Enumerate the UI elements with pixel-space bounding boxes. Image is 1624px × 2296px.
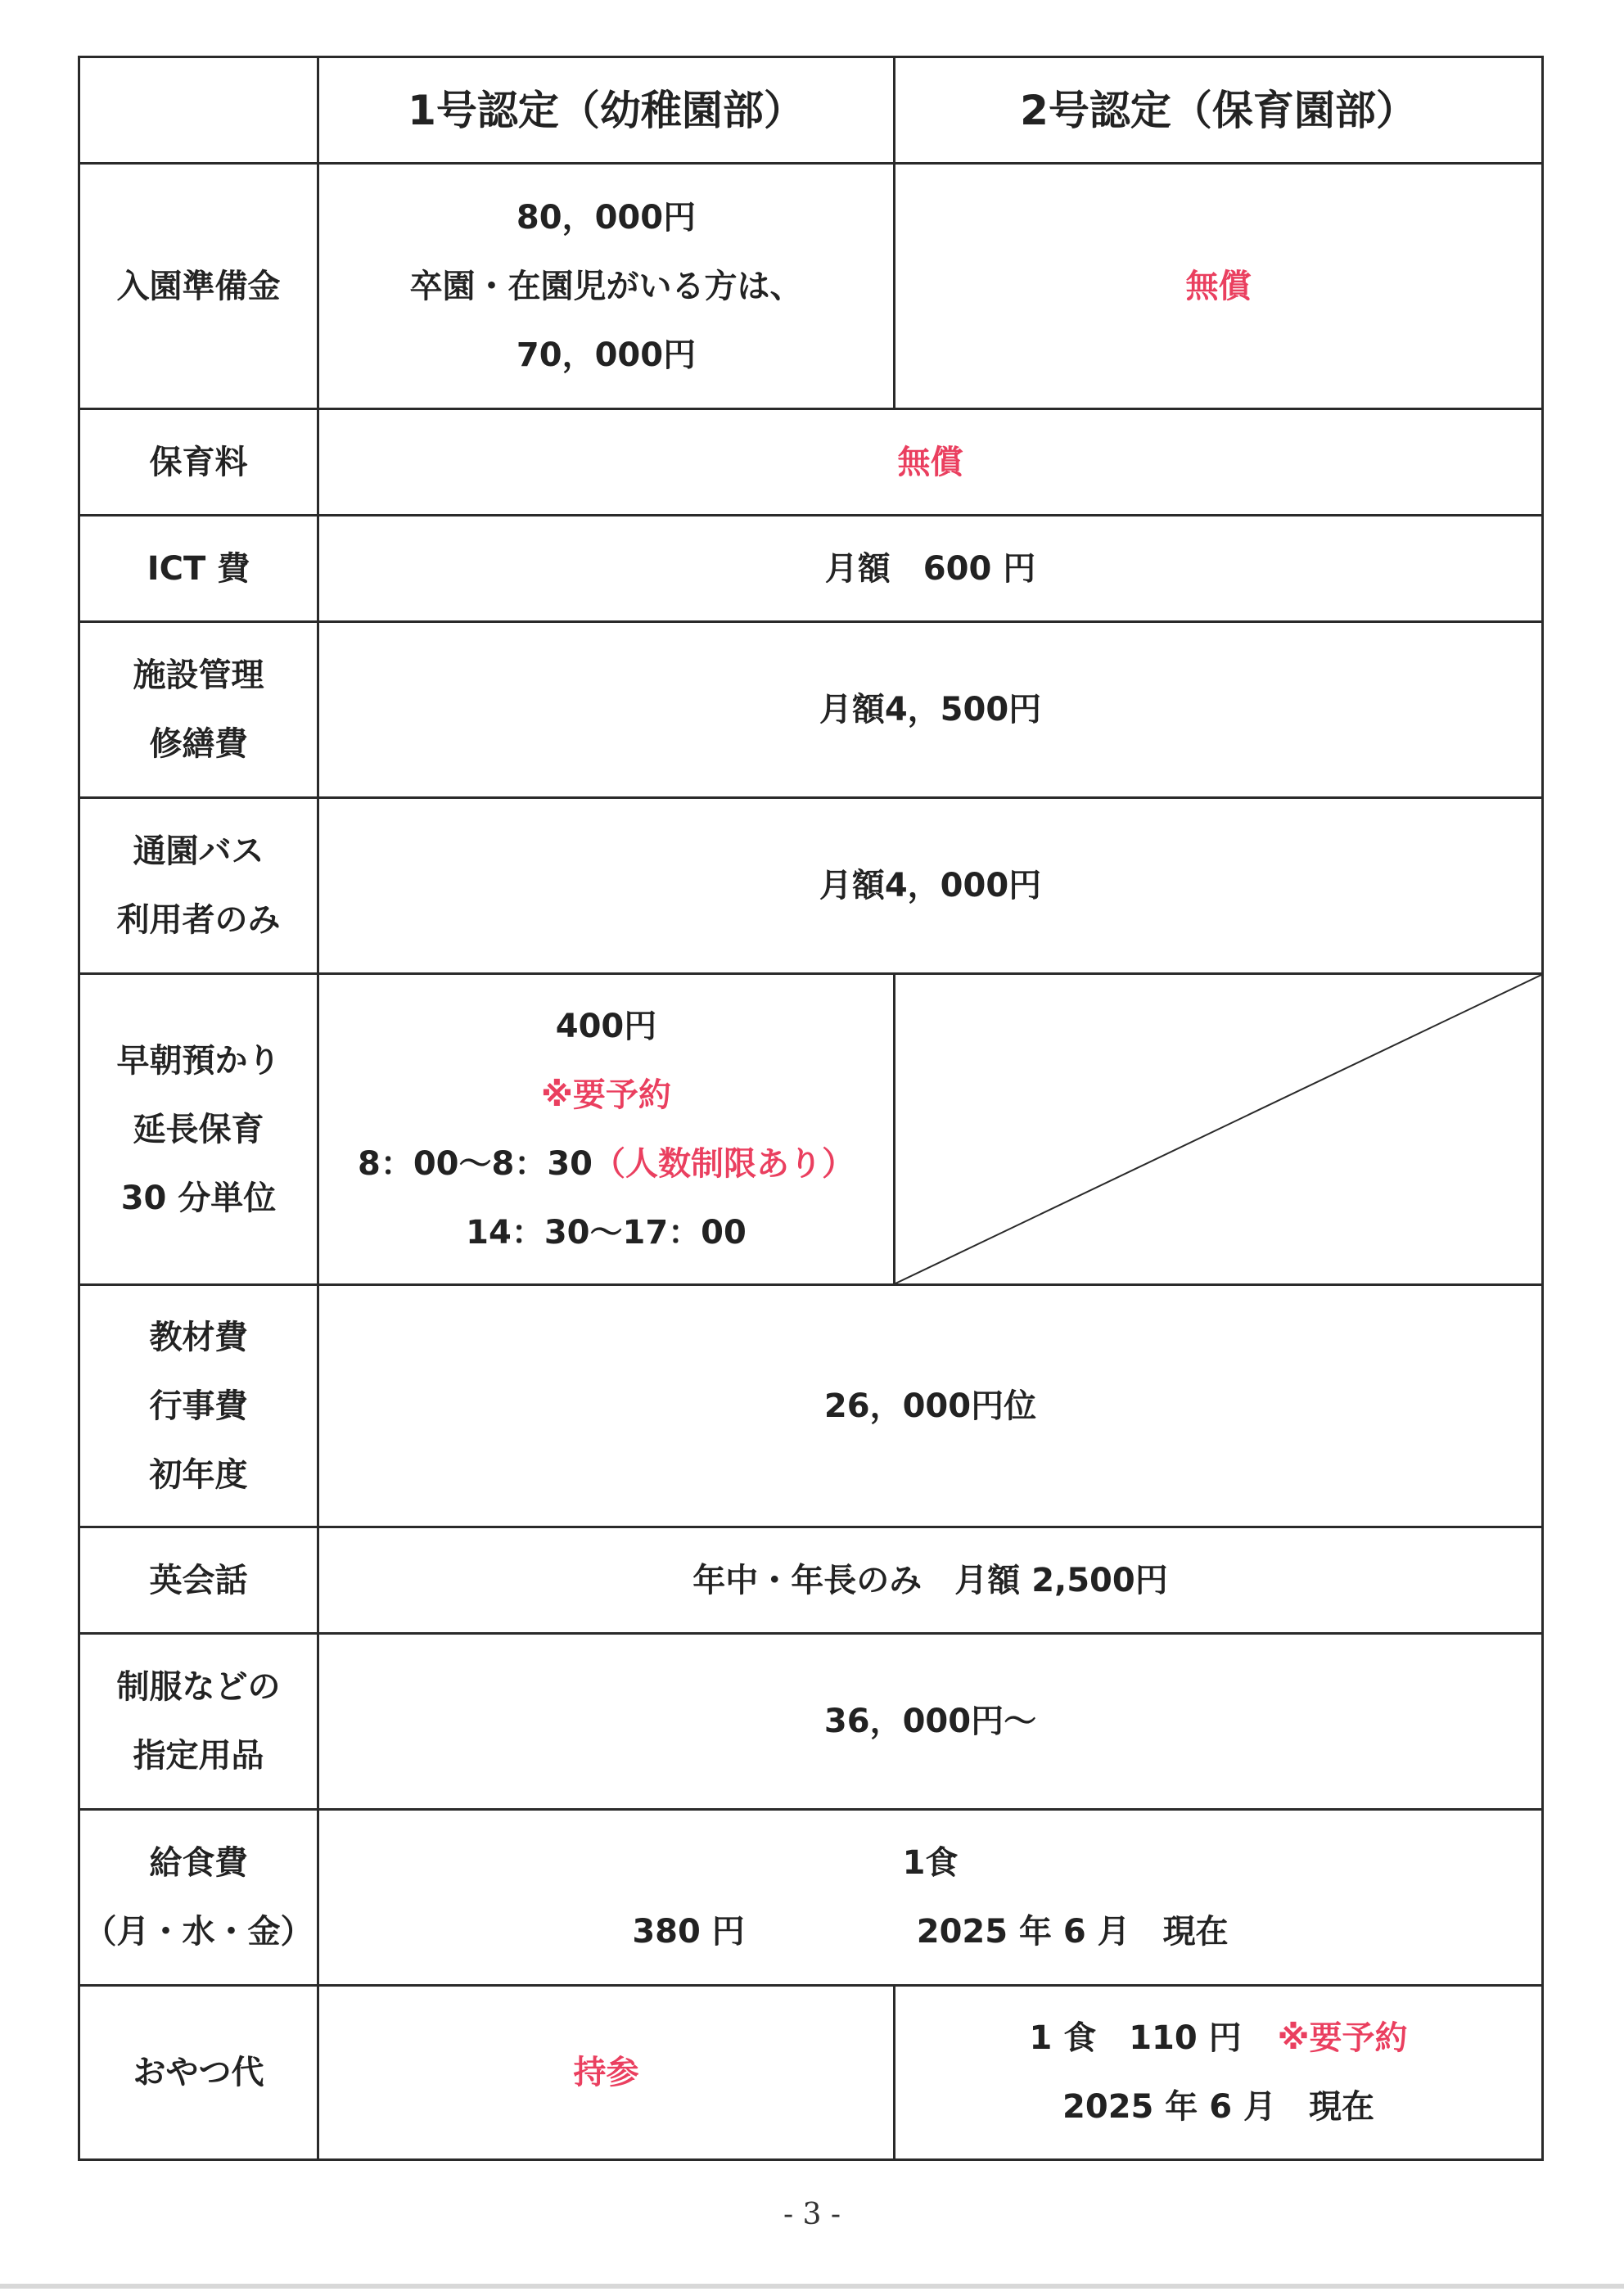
- extended-kindergarten: [318, 974, 895, 1285]
- extended-limit-note: （人数制限あり）: [593, 1144, 855, 1183]
- label-english: 英会話: [79, 1527, 318, 1634]
- label-uniform-line1: 制服などの: [116, 1668, 281, 1706]
- header-row: [79, 57, 1543, 164]
- row-uniform: [79, 1634, 1543, 1810]
- facility-fee: 月額4，500円: [318, 622, 1543, 798]
- extended-afternoon-time: 14：30～17：00: [466, 1213, 747, 1252]
- admission-kindergarten: [318, 164, 895, 409]
- lunch-price: 380 円: [632, 1913, 745, 1951]
- ict-fee: 月額 600 円: [318, 516, 1543, 622]
- childcare-free: 無償: [318, 409, 1543, 516]
- row-childcare: [79, 409, 1543, 516]
- row-bus: [79, 798, 1543, 974]
- row-lunch: [79, 1810, 1543, 1986]
- english-fee: 年中・年長のみ 月額 2,500円: [318, 1527, 1543, 1634]
- label-facility: [79, 622, 318, 798]
- bus-fee: 月額4，000円: [318, 798, 1543, 974]
- lunch-price-line: [319, 1897, 1541, 1966]
- row-ict: [79, 516, 1543, 622]
- scan-edge-line: [0, 2284, 1624, 2289]
- label-extended-line1: 早朝預かり: [116, 1041, 281, 1080]
- label-uniform: [79, 1634, 318, 1810]
- snack-reserve-note: ※要予約: [1277, 2019, 1408, 2057]
- snack-nursery: [895, 1986, 1543, 2160]
- label-lunch-line1: 給食費: [149, 1844, 248, 1882]
- row-materials: [79, 1285, 1543, 1527]
- snack-price: 1 食 110 円: [1029, 2019, 1242, 2057]
- lunch-fee: [318, 1810, 1543, 1986]
- label-childcare: 保育料: [79, 409, 318, 516]
- materials-fee: 26，000円位: [318, 1285, 1543, 1527]
- admission-fee: 80，000円: [516, 198, 697, 237]
- snack-date: 2025 年 6 月 現在: [1062, 2088, 1374, 2126]
- fee-table: [78, 56, 1544, 2161]
- extended-morning: [319, 1130, 893, 1198]
- label-materials-line2: 行事費: [149, 1387, 248, 1425]
- label-admission: 入園準備金: [79, 164, 318, 409]
- header-kindergarten: 1号認定（幼稚園部）: [318, 57, 895, 164]
- admission-nursery-free: 無償: [895, 164, 1543, 409]
- label-facility-line1: 施設管理: [133, 656, 264, 694]
- extended-price: 400円: [555, 1007, 657, 1045]
- label-extended-line3: 30 分単位: [120, 1179, 277, 1217]
- label-bus-line1: 通園バス: [133, 832, 264, 870]
- extended-reserve-note: ※要予約: [541, 1076, 671, 1114]
- label-facility-line2: 修繕費: [149, 725, 248, 763]
- label-materials-line3: 初年度: [149, 1455, 248, 1494]
- lunch-per-meal: 1食: [902, 1844, 959, 1882]
- label-bus: [79, 798, 318, 974]
- uniform-fee: 36，000円～: [318, 1634, 1543, 1810]
- label-ict: ICT 費: [79, 516, 318, 622]
- snack-price-line: [895, 2004, 1541, 2073]
- row-english: [79, 1527, 1543, 1634]
- header-nursery: 2号認定（保育園部）: [895, 57, 1543, 164]
- label-materials: [79, 1285, 318, 1527]
- page-number: - 3 -: [783, 2198, 841, 2231]
- label-snack: おやつ代: [79, 1986, 318, 2160]
- admission-sibling-note: 卒園・在園児がいる方は、: [409, 267, 803, 305]
- row-facility: [79, 622, 1543, 798]
- label-lunch: [79, 1810, 318, 1986]
- lunch-fee-content: [319, 1829, 1541, 1966]
- label-uniform-line2: 指定用品: [133, 1737, 264, 1775]
- admission-sibling-fee: 70，000円: [516, 336, 697, 374]
- header-empty-cell: [79, 57, 318, 164]
- row-extended: [79, 974, 1543, 1285]
- extended-morning-time: 8：00～8：30: [358, 1144, 593, 1183]
- label-extended-line2: 延長保育: [133, 1110, 264, 1148]
- diagonal-slash-line: [895, 975, 1541, 1283]
- extended-nursery-not-applicable: [895, 974, 1543, 1285]
- row-snack: [79, 1986, 1543, 2160]
- label-extended: [79, 974, 318, 1285]
- snack-kindergarten-bring: 持参: [318, 1986, 895, 2160]
- label-materials-line1: 教材費: [149, 1318, 248, 1356]
- label-bus-line2: 利用者のみ: [116, 901, 281, 939]
- row-admission: [79, 164, 1543, 409]
- label-lunch-line2: （月・水・金）: [83, 1913, 314, 1951]
- lunch-date: 2025 年 6 月 現在: [916, 1913, 1229, 1951]
